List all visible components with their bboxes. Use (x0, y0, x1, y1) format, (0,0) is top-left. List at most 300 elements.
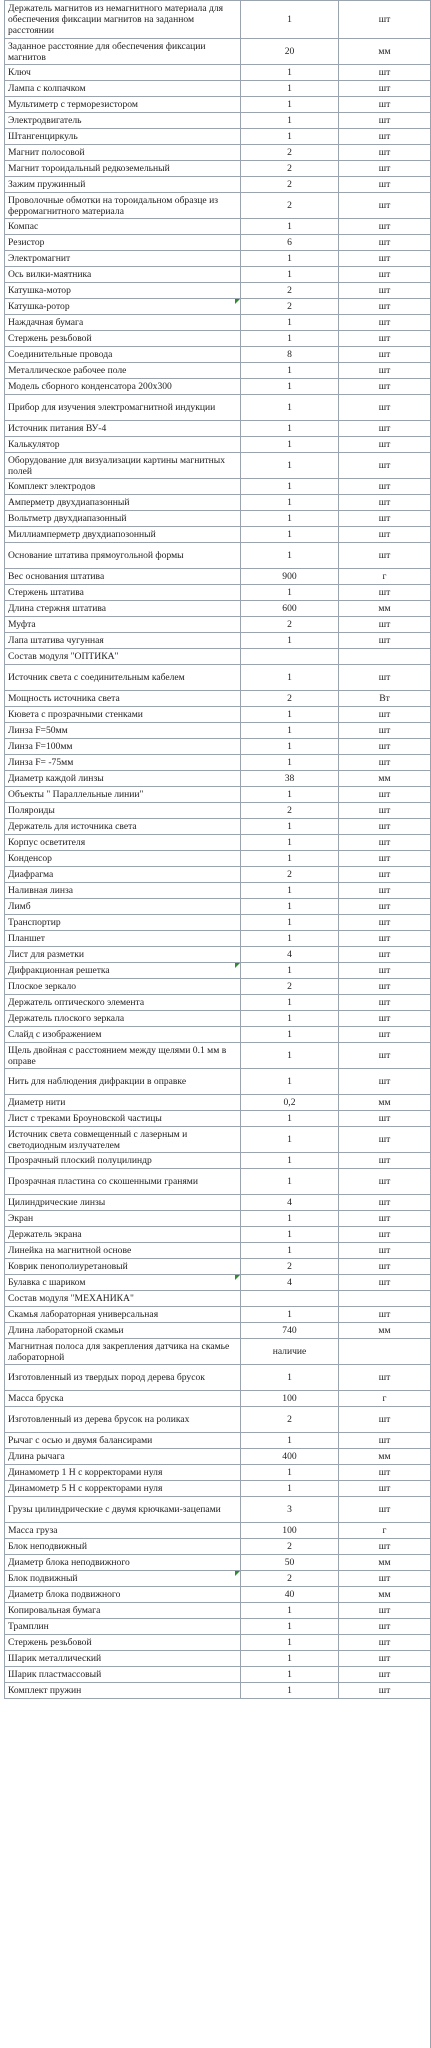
comment-indicator-icon (235, 299, 240, 304)
table-row (5, 1127, 431, 1153)
item-name-cell: Рычаг с осью и двумя балансирами (5, 1433, 241, 1449)
item-quantity-cell: 2 (241, 1539, 339, 1555)
table-row (5, 931, 431, 947)
item-quantity-cell: 2 (241, 161, 339, 177)
item-quantity-cell: 1 (241, 787, 339, 803)
item-quantity-cell: 1 (241, 883, 339, 899)
item-unit-cell: шт (339, 1407, 431, 1433)
item-name-cell: Конденсор (5, 851, 241, 867)
item-unit-cell: шт (339, 1539, 431, 1555)
item-unit-cell: шт (339, 479, 431, 495)
table-row (5, 235, 431, 251)
item-unit-cell: шт (339, 835, 431, 851)
table-row (5, 1523, 431, 1539)
item-name-cell: Вес основания штатива (5, 569, 241, 585)
table-row (5, 1169, 431, 1195)
item-unit-cell: шт (339, 979, 431, 995)
item-name-cell: Щель двойная с расстоянием между щелями 0.1 мм в оправе (5, 1043, 241, 1069)
item-name-cell: Динамометр 5 Н с корректорами нуля (5, 1481, 241, 1497)
item-name-cell: Диаметр блока неподвижного (5, 1555, 241, 1571)
table-row (5, 707, 431, 723)
item-quantity-cell: 1 (241, 995, 339, 1011)
item-name-cell: Ключ (5, 65, 241, 81)
item-unit-cell: шт (339, 1365, 431, 1391)
item-name-cell: Диаметр каждой линзы (5, 771, 241, 787)
item-name-cell: Линза F=100мм (5, 739, 241, 755)
item-quantity-cell: 1 (241, 511, 339, 527)
item-quantity-cell: 400 (241, 1449, 339, 1465)
item-name-cell: Держатель для источника света (5, 819, 241, 835)
item-quantity-cell: 2 (241, 691, 339, 707)
table-row (5, 1433, 431, 1449)
item-unit-cell: шт (339, 315, 431, 331)
table-row (5, 617, 431, 633)
item-unit-cell: шт (339, 995, 431, 1011)
item-unit-cell: шт (339, 1069, 431, 1095)
item-unit-cell: шт (339, 1603, 431, 1619)
table-row (5, 543, 431, 569)
item-unit-cell: шт (339, 963, 431, 979)
item-unit-cell: шт (339, 543, 431, 569)
item-name-cell: Лист с треками Броуновской частицы (5, 1111, 241, 1127)
item-name-cell: Копировальная бумага (5, 1603, 241, 1619)
table-body (5, 1, 431, 1699)
table-row (5, 1043, 431, 1069)
item-quantity-cell: 740 (241, 1323, 339, 1339)
table-row (5, 65, 431, 81)
item-unit-cell: шт (339, 145, 431, 161)
item-name-cell: Заданное расстояние для обеспечения фиксации магнитов (5, 39, 241, 65)
item-quantity-cell: 1 (241, 963, 339, 979)
item-quantity-cell: наличие (241, 1339, 339, 1365)
item-name-cell: Штангенциркуль (5, 129, 241, 145)
item-unit-cell: шт (339, 1111, 431, 1127)
item-name-cell: Держатель плоского зеркала (5, 1011, 241, 1027)
item-unit-cell: шт (339, 1465, 431, 1481)
table-row (5, 1555, 431, 1571)
item-name-cell: Булавка с шариком (5, 1275, 241, 1291)
item-quantity-cell: 1 (241, 81, 339, 97)
table-row (5, 867, 431, 883)
item-quantity-cell: 4 (241, 1275, 339, 1291)
item-unit-cell: шт (339, 347, 431, 363)
item-quantity-cell: 1 (241, 819, 339, 835)
item-unit-cell: шт (339, 1497, 431, 1523)
item-unit-cell: шт (339, 395, 431, 421)
table-row (5, 1619, 431, 1635)
item-name-cell: Соединительные провода (5, 347, 241, 363)
item-name-cell: Источник света совмещенный с лазерным и светодиодным излучателем (5, 1127, 241, 1153)
item-unit-cell: шт (339, 1211, 431, 1227)
item-name-cell: Скамья лабораторная универсальная (5, 1307, 241, 1323)
table-row (5, 819, 431, 835)
item-name-cell: Шарик металлический (5, 1651, 241, 1667)
item-quantity-cell: 1 (241, 1069, 339, 1095)
item-quantity-cell: 1 (241, 1211, 339, 1227)
table-row (5, 1449, 431, 1465)
item-quantity-cell: 1 (241, 665, 339, 691)
item-unit-cell: шт (339, 299, 431, 315)
table-row (5, 347, 431, 363)
table-row (5, 453, 431, 479)
item-name-cell: Коврик пенополиуретановый (5, 1259, 241, 1275)
table-row (5, 665, 431, 691)
item-unit-cell: мм (339, 1323, 431, 1339)
item-unit-cell: шт (339, 1571, 431, 1587)
item-unit-cell: шт (339, 1259, 431, 1275)
item-quantity-cell: 100 (241, 1391, 339, 1407)
item-unit-cell: шт (339, 739, 431, 755)
table-row (5, 569, 431, 585)
item-quantity-cell: 1 (241, 437, 339, 453)
item-quantity-cell: 1 (241, 1433, 339, 1449)
item-name-cell: Слайд с изображением (5, 1027, 241, 1043)
item-quantity-cell: 3 (241, 1497, 339, 1523)
item-quantity-cell: 1 (241, 1169, 339, 1195)
item-unit-cell (339, 1339, 431, 1365)
item-unit-cell: шт (339, 453, 431, 479)
equipment-table (4, 0, 431, 1699)
item-name-cell: Ось вилки-маятника (5, 267, 241, 283)
item-name-cell: Зажим пружинный (5, 177, 241, 193)
table-row (5, 1603, 431, 1619)
table-row (5, 755, 431, 771)
table-row (5, 1465, 431, 1481)
item-name-cell: Диаметр нити (5, 1095, 241, 1111)
item-quantity-cell: 2 (241, 299, 339, 315)
item-unit-cell: шт (339, 585, 431, 601)
item-quantity-cell: 1 (241, 739, 339, 755)
table-row (5, 421, 431, 437)
item-name-cell: Электромагнит (5, 251, 241, 267)
item-unit-cell: шт (339, 931, 431, 947)
item-quantity-cell: 1 (241, 723, 339, 739)
table-row (5, 379, 431, 395)
item-quantity-cell: 2 (241, 1571, 339, 1587)
item-quantity-cell: 1 (241, 633, 339, 649)
item-quantity-cell: 1 (241, 129, 339, 145)
item-name-cell: Кювета с прозрачными стенками (5, 707, 241, 723)
item-unit-cell: шт (339, 633, 431, 649)
item-quantity-cell: 1 (241, 1127, 339, 1153)
item-name-cell: Компас (5, 219, 241, 235)
item-unit-cell: шт (339, 1, 431, 39)
table-row (5, 1339, 431, 1365)
comment-indicator-icon (235, 1571, 240, 1576)
item-name-cell: Нить для наблюдения дифракции в оправке (5, 1069, 241, 1095)
item-quantity-cell: 1 (241, 65, 339, 81)
item-unit-cell (339, 1291, 431, 1307)
item-unit-cell: шт (339, 1275, 431, 1291)
item-name-cell: Прибор для изучения электромагнитной индукции (5, 395, 241, 421)
item-unit-cell: шт (339, 1027, 431, 1043)
table-row (5, 1391, 431, 1407)
item-name-cell: Мультиметр с терморезистором (5, 97, 241, 113)
item-unit-cell: шт (339, 787, 431, 803)
item-name-cell: Состав модуля "ОПТИКА" (5, 649, 241, 665)
table-row (5, 331, 431, 347)
item-unit-cell: шт (339, 219, 431, 235)
item-name-cell: Блок подвижный (5, 1571, 241, 1587)
item-name-cell: Держатель оптического элемента (5, 995, 241, 1011)
item-unit-cell: г (339, 1391, 431, 1407)
item-unit-cell: мм (339, 39, 431, 65)
item-unit-cell: шт (339, 177, 431, 193)
item-quantity-cell: 1 (241, 543, 339, 569)
item-name-cell: Вольтметр двухдиапазонный (5, 511, 241, 527)
item-name-cell: Магнит тороидальный редкоземельный (5, 161, 241, 177)
table-row (5, 1667, 431, 1683)
item-quantity-cell: 1 (241, 331, 339, 347)
table-row (5, 113, 431, 129)
item-name-cell: Модель сборного конденсатора 200х300 (5, 379, 241, 395)
item-quantity-cell: 1 (241, 1043, 339, 1069)
table-row (5, 963, 431, 979)
item-name-cell: Блок неподвижный (5, 1539, 241, 1555)
item-unit-cell: г (339, 569, 431, 585)
item-unit-cell: шт (339, 1127, 431, 1153)
item-quantity-cell: 1 (241, 1227, 339, 1243)
item-quantity-cell: 1 (241, 1243, 339, 1259)
item-quantity-cell: 1 (241, 1153, 339, 1169)
item-quantity-cell: 0,2 (241, 1095, 339, 1111)
item-quantity-cell: 1 (241, 1307, 339, 1323)
item-unit-cell: шт (339, 1195, 431, 1211)
table-row (5, 947, 431, 963)
item-quantity-cell: 900 (241, 569, 339, 585)
item-unit-cell: мм (339, 1587, 431, 1603)
table-row (5, 1, 431, 39)
item-unit-cell: шт (339, 851, 431, 867)
item-quantity-cell: 1 (241, 1683, 339, 1699)
table-row (5, 633, 431, 649)
table-row (5, 883, 431, 899)
table-row (5, 1683, 431, 1699)
item-quantity-cell: 1 (241, 251, 339, 267)
item-name-cell: Дифракционная решетка (5, 963, 241, 979)
table-row (5, 739, 431, 755)
item-quantity-cell: 38 (241, 771, 339, 787)
item-quantity-cell: 1 (241, 527, 339, 543)
item-name-cell: Источник питания ВУ-4 (5, 421, 241, 437)
item-quantity-cell: 1 (241, 1481, 339, 1497)
item-unit-cell: шт (339, 495, 431, 511)
item-name-cell: Магнитная полоса для закрепления датчика на скамье лабораторной (5, 1339, 241, 1365)
item-quantity-cell: 1 (241, 1365, 339, 1391)
table-row (5, 479, 431, 495)
item-name-cell: Линейка на магнитной основе (5, 1243, 241, 1259)
table-row (5, 851, 431, 867)
table-row (5, 437, 431, 453)
table-row (5, 1275, 431, 1291)
item-quantity-cell: 2 (241, 283, 339, 299)
table-row (5, 97, 431, 113)
item-name-cell: Лампа с колпачком (5, 81, 241, 97)
item-quantity-cell: 1 (241, 585, 339, 601)
item-unit-cell: шт (339, 113, 431, 129)
item-quantity-cell: 6 (241, 235, 339, 251)
item-quantity-cell: 4 (241, 1195, 339, 1211)
item-quantity-cell: 1 (241, 1465, 339, 1481)
item-name-cell: Длина рычага (5, 1449, 241, 1465)
item-unit-cell: шт (339, 97, 431, 113)
item-name-cell: Линза F=50мм (5, 723, 241, 739)
item-name-cell: Динамометр 1 Н с корректорами нуля (5, 1465, 241, 1481)
item-quantity-cell: 1 (241, 835, 339, 851)
item-quantity-cell: 1 (241, 453, 339, 479)
table-row (5, 1069, 431, 1095)
item-name-cell: Цилиндрические линзы (5, 1195, 241, 1211)
table-row (5, 1243, 431, 1259)
table-row (5, 1153, 431, 1169)
item-quantity-cell: 1 (241, 851, 339, 867)
table-row (5, 1259, 431, 1275)
item-unit-cell: шт (339, 1651, 431, 1667)
item-quantity-cell: 600 (241, 601, 339, 617)
item-name-cell: Калькулятор (5, 437, 241, 453)
item-unit-cell: шт (339, 1169, 431, 1195)
item-unit-cell: шт (339, 283, 431, 299)
item-unit-cell: мм (339, 1555, 431, 1571)
item-name-cell: Муфта (5, 617, 241, 633)
item-name-cell: Наждачная бумага (5, 315, 241, 331)
comment-indicator-icon (235, 1275, 240, 1280)
item-name-cell: Планшет (5, 931, 241, 947)
item-quantity-cell: 1 (241, 379, 339, 395)
item-name-cell: Изготовленный из дерева брусок на роликах (5, 1407, 241, 1433)
item-unit-cell: шт (339, 1667, 431, 1683)
table-row (5, 81, 431, 97)
item-name-cell: Плоское зеркало (5, 979, 241, 995)
item-unit-cell: шт (339, 1619, 431, 1635)
item-name-cell: Проволочные обмотки на тороидальном образце из ферромагнитного материала (5, 193, 241, 219)
item-quantity-cell: 1 (241, 755, 339, 771)
item-quantity-cell: 1 (241, 707, 339, 723)
item-quantity-cell: 1 (241, 915, 339, 931)
item-quantity-cell: 1 (241, 1, 339, 39)
item-name-cell: Оборудование для визуализации картины магнитных полей (5, 453, 241, 479)
table-row (5, 1323, 431, 1339)
item-name-cell: Комплект пружин (5, 1683, 241, 1699)
item-unit-cell: мм (339, 1449, 431, 1465)
item-name-cell: Электродвигатель (5, 113, 241, 129)
item-quantity-cell: 2 (241, 867, 339, 883)
table-row (5, 161, 431, 177)
table-row (5, 787, 431, 803)
item-name-cell: Источник света с соединительным кабелем (5, 665, 241, 691)
table-row (5, 527, 431, 543)
item-quantity-cell: 1 (241, 1011, 339, 1027)
item-quantity-cell: 1 (241, 931, 339, 947)
item-quantity-cell: 1 (241, 97, 339, 113)
table-row (5, 1651, 431, 1667)
table-row (5, 1587, 431, 1603)
table-row (5, 177, 431, 193)
item-unit-cell: шт (339, 707, 431, 723)
item-unit-cell: шт (339, 1683, 431, 1699)
table-row (5, 1095, 431, 1111)
item-quantity-cell: 1 (241, 495, 339, 511)
item-unit-cell: шт (339, 363, 431, 379)
item-unit-cell: шт (339, 1153, 431, 1169)
section-row (5, 649, 431, 665)
table-row (5, 1497, 431, 1523)
item-unit-cell: шт (339, 267, 431, 283)
item-name-cell: Состав модуля "МЕХАНИКА" (5, 1291, 241, 1307)
item-quantity-cell: 2 (241, 617, 339, 633)
table-row (5, 1571, 431, 1587)
item-unit-cell: шт (339, 193, 431, 219)
table-row (5, 283, 431, 299)
item-name-cell: Металлическое рабочее поле (5, 363, 241, 379)
item-name-cell: Магнит полосовой (5, 145, 241, 161)
item-unit-cell: шт (339, 755, 431, 771)
table-row (5, 691, 431, 707)
item-unit-cell: шт (339, 437, 431, 453)
item-unit-cell: шт (339, 65, 431, 81)
item-unit-cell: шт (339, 1635, 431, 1651)
item-quantity-cell: 1 (241, 1027, 339, 1043)
item-name-cell: Длина стержня штатива (5, 601, 241, 617)
table-row (5, 251, 431, 267)
item-unit-cell: шт (339, 867, 431, 883)
item-name-cell: Корпус осветителя (5, 835, 241, 851)
item-quantity-cell: 2 (241, 803, 339, 819)
item-quantity-cell: 40 (241, 1587, 339, 1603)
table-row (5, 395, 431, 421)
item-name-cell: Стержень резьбовой (5, 331, 241, 347)
item-quantity-cell (241, 649, 339, 665)
item-quantity-cell: 1 (241, 1667, 339, 1683)
item-quantity-cell: 100 (241, 1523, 339, 1539)
item-unit-cell: шт (339, 81, 431, 97)
table-row (5, 835, 431, 851)
section-row (5, 1291, 431, 1307)
item-quantity-cell: 2 (241, 193, 339, 219)
item-unit-cell: г (339, 1523, 431, 1539)
item-name-cell: Прозрачный плоский полуцилиндр (5, 1153, 241, 1169)
item-unit-cell: мм (339, 771, 431, 787)
item-name-cell: Линза F= -75мм (5, 755, 241, 771)
table-row (5, 979, 431, 995)
table-row (5, 193, 431, 219)
item-quantity-cell: 4 (241, 947, 339, 963)
item-quantity-cell: 1 (241, 1619, 339, 1635)
table-row (5, 1011, 431, 1027)
item-quantity-cell: 1 (241, 267, 339, 283)
table-row (5, 495, 431, 511)
item-unit-cell: шт (339, 251, 431, 267)
item-quantity-cell: 1 (241, 395, 339, 421)
item-name-cell: Грузы цилиндрические с двумя крючками-зацепами (5, 1497, 241, 1523)
table-row (5, 267, 431, 283)
item-unit-cell: мм (339, 601, 431, 617)
table-row (5, 601, 431, 617)
item-quantity-cell: 1 (241, 479, 339, 495)
table-row (5, 129, 431, 145)
item-name-cell: Катушка-мотор (5, 283, 241, 299)
item-unit-cell: шт (339, 665, 431, 691)
item-quantity-cell: 1 (241, 315, 339, 331)
item-name-cell: Диафрагма (5, 867, 241, 883)
item-quantity-cell: 20 (241, 39, 339, 65)
item-name-cell: Держатель экрана (5, 1227, 241, 1243)
item-name-cell: Диаметр блока подвижного (5, 1587, 241, 1603)
table-row (5, 723, 431, 739)
item-quantity-cell: 1 (241, 1651, 339, 1667)
item-name-cell: Держатель магнитов из немагнитного материала для обеспечения фиксации магнитов на заданном расстоянии (5, 1, 241, 39)
table-row (5, 1481, 431, 1497)
